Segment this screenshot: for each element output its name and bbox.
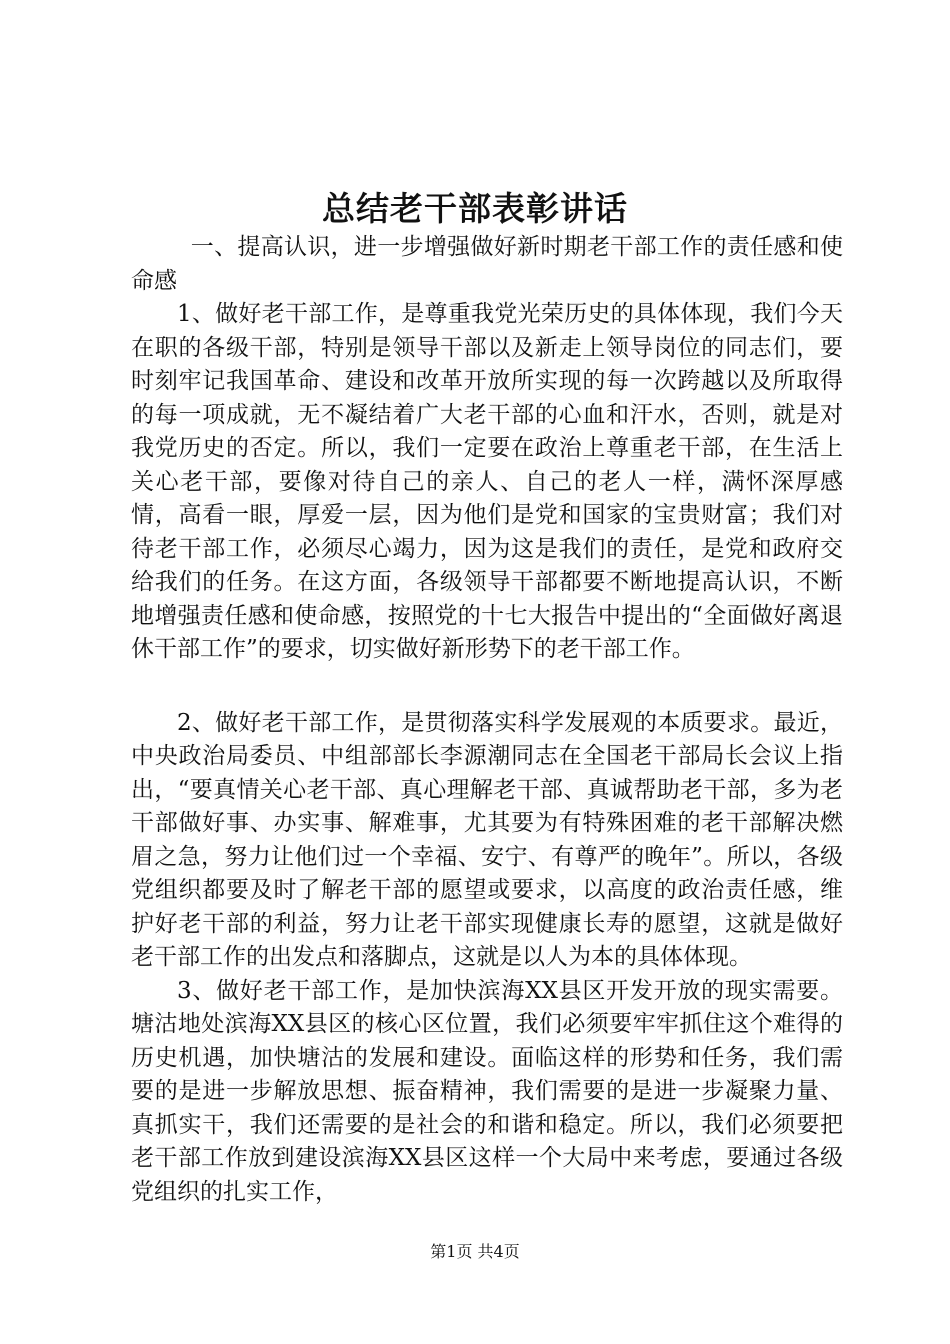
section-heading: 一、提高认识，进一步增强做好新时期老干部工作的责任感和使命感 — [131, 234, 843, 294]
document-title: 总结老干部表彰讲话 — [322, 189, 628, 228]
paragraph-gap — [131, 667, 843, 707]
paragraph-1: 1、做好老干部工作，是尊重我党光荣历史的具体体现，我们今天在职的各级干部，特别是领导干部以及新走上领导岗位的同志们，要时刻牢记我国革命、建设和改革开放所实现的每一次跨越以及所取得的每一项成就，无不凝结着广大老干部的心血和汗水，否则，就是对我党历史的否定。所以，我们一定要在政治上尊重老干部，在生活上关心老干部，要像对待自己的亲人、自己的老人一样，满怀深厚感情，高看一眼，厚爱一层，因为他们是党和国家的宝贵财富；我们对待老干部工作，必须尽心竭力，因为这是我们的责任，是党和政府交给我们的任务。在这方面，各级领导干部都要不断地提高认识，不断地增强责任感和使命感，按照党的十七大报告中提出的“全面做好离退休干部工作”的要求，切实做好新形势下的老干部工作。 — [131, 301, 843, 662]
document-body — [131, 231, 843, 1209]
page-number-footer: 第1页 共4页 — [430, 1242, 520, 1261]
paragraph-2: 2、做好老干部工作，是贯彻落实科学发展观的本质要求。最近，中央政治局委员、中组部部长李源潮同志在全国老干部局长会议上指出，“要真情关心老干部、真心理解老干部、真诚帮助老干部，多为老干部做好事、办实事、解难事，尤其要为有特殊困难的老干部解决燃眉之急，努力让他们过一个幸福、安宁、有尊严的晚年”。所以，各级党组织都要及时了解老干部的愿望或要求，以高度的政治责任感，维护好老干部的利益，努力让老干部实现健康长寿的愿望，这就是做好老干部工作的出发点和落脚点，这就是以人为本的具体体现。 — [131, 709, 843, 970]
paragraph-3: 3、做好老干部工作，是加快滨海XX县区开发开放的现实需要。塘沽地处滨海XX县区的核心区位置，我们必须要牢牢抓住这个难得的历史机遇，加快塘沽的发展和建设。面临这样的形势和任务，我们需要的是进一步解放思想、振奋精神，我们需要的是进一步凝聚力量、真抓实干，我们还需要的是社会的和谐和稳定。所以，我们必须要把老干部工作放到建设滨海XX县区这样一个大局中来考虑，要通过各级党组织的扎实工作， — [131, 977, 843, 1205]
